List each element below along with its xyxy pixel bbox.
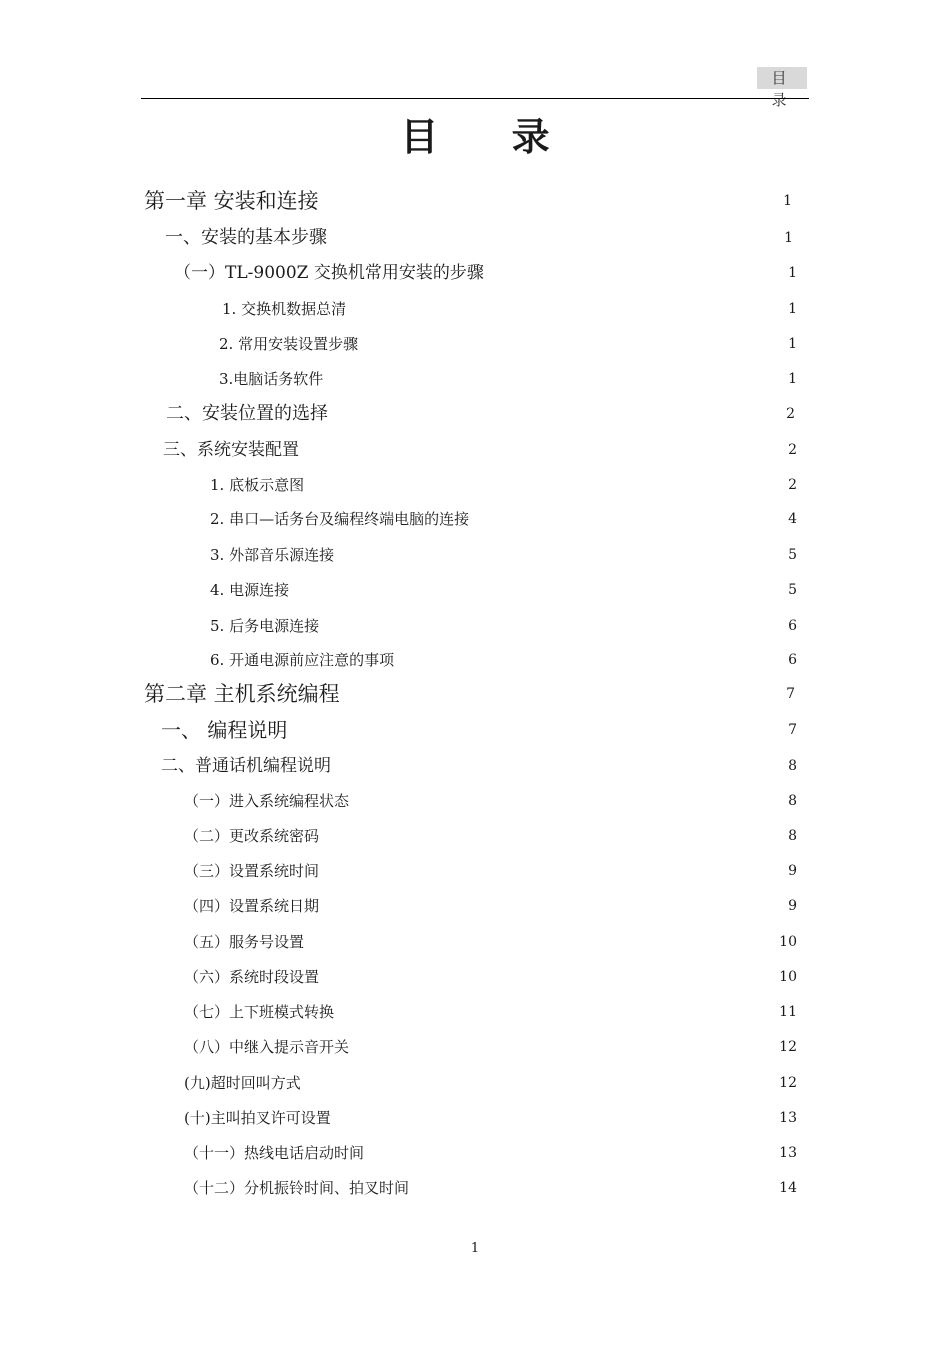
toc-entry[interactable] — [0, 927, 950, 957]
toc-page-number: 12 — [779, 1075, 797, 1091]
toc-page-number: 9 — [788, 863, 797, 879]
toc-page-number: 1 — [788, 371, 797, 387]
toc-entry[interactable] — [0, 540, 950, 570]
toc-label: 3. 外部音乐源连接 — [210, 546, 335, 564]
toc-label: （二）更改系统密码 — [184, 827, 320, 845]
toc-entry[interactable] — [0, 258, 950, 288]
toc-entry[interactable] — [0, 611, 950, 641]
toc-label: 5. 后务电源连接 — [210, 617, 320, 635]
toc-page-number: 4 — [788, 511, 797, 527]
toc-page-number: 10 — [779, 969, 797, 985]
toc-entry[interactable] — [0, 1068, 950, 1098]
toc-label: (十)主叫拍叉许可设置 — [184, 1109, 331, 1127]
toc-label: （五）服务号设置 — [184, 933, 305, 951]
toc-label: （十一）热线电话启动时间 — [184, 1144, 365, 1162]
toc-page-number: 10 — [779, 934, 797, 950]
toc-page-number: 6 — [788, 652, 797, 668]
toc-entry[interactable] — [0, 223, 950, 253]
toc-label: 第二章 主机系统编程 — [144, 682, 340, 706]
toc-entry[interactable] — [0, 399, 950, 429]
toc-page-number: 11 — [779, 1004, 797, 1020]
toc-entry[interactable] — [0, 1173, 950, 1203]
document-title: 目 录 — [400, 114, 580, 159]
toc-label: （十二）分机振铃时间、拍叉时间 — [184, 1179, 410, 1197]
toc-entry[interactable] — [0, 786, 950, 816]
toc-page-number: 6 — [788, 618, 797, 634]
toc-label: （八）中继入提示音开关 — [184, 1038, 350, 1056]
toc-page-number: 8 — [788, 828, 797, 844]
toc-label: 二、普通话机编程说明 — [161, 756, 331, 776]
toc-label: （四）设置系统日期 — [184, 897, 320, 915]
toc-page-number: 1 — [784, 230, 793, 246]
toc-entry[interactable] — [0, 294, 950, 324]
toc-page-number: 8 — [788, 758, 797, 774]
toc-label: （三）设置系统时间 — [184, 862, 320, 880]
toc-page-number: 13 — [779, 1110, 797, 1126]
toc-page-number: 2 — [786, 406, 795, 422]
toc-entry[interactable] — [0, 645, 950, 675]
toc-label: 1. 底板示意图 — [210, 476, 305, 494]
toc-label: 4. 电源连接 — [210, 581, 290, 599]
toc-entry[interactable] — [0, 470, 950, 500]
toc-entry[interactable] — [0, 821, 950, 851]
toc-page-number: 12 — [779, 1039, 797, 1055]
toc-label: 3.电脑话务软件 — [219, 370, 324, 388]
toc-entry[interactable] — [0, 962, 950, 992]
toc-entry[interactable] — [0, 575, 950, 605]
toc-label: 第一章 安装和连接 — [144, 189, 319, 213]
toc-entry[interactable] — [0, 504, 950, 534]
toc-label: 一、安装的基本步骤 — [165, 227, 327, 248]
toc-label: 一、 编程说明 — [161, 718, 288, 742]
toc-page-number: 14 — [779, 1180, 797, 1196]
toc-entry[interactable] — [0, 1103, 950, 1133]
toc-page-number: 1 — [788, 301, 797, 317]
toc-entry[interactable] — [0, 435, 950, 465]
toc-entry[interactable] — [0, 715, 950, 745]
toc-label: 1. 交换机数据总清 — [222, 300, 347, 318]
toc-label: （七）上下班模式转换 — [184, 1003, 335, 1021]
toc-page-number: 2 — [788, 477, 797, 493]
toc-label: 二、安装位置的选择 — [166, 403, 328, 424]
toc-entry[interactable] — [0, 751, 950, 781]
toc-label: （一）TL-9000Z 交换机常用安装的步骤 — [174, 263, 484, 283]
toc-entry[interactable] — [0, 997, 950, 1027]
toc-label: 6. 开通电源前应注意的事项 — [210, 651, 395, 669]
toc-page-number: 13 — [779, 1145, 797, 1161]
toc-page-number: 2 — [788, 442, 797, 458]
toc-page-number: 5 — [788, 582, 797, 598]
header-tag: 目 录 — [757, 67, 807, 89]
toc-entry[interactable] — [0, 329, 950, 359]
toc-page-number: 5 — [788, 547, 797, 563]
toc-page-number: 8 — [788, 793, 797, 809]
toc-entry[interactable] — [0, 891, 950, 921]
toc-label: 2. 常用安装设置步骤 — [219, 335, 359, 353]
toc-entry-chapter-2[interactable] — [0, 679, 950, 709]
toc-page-number: 1 — [788, 265, 797, 281]
toc-entry[interactable] — [0, 364, 950, 394]
toc-page-number: 7 — [788, 722, 797, 738]
toc-page-number: 7 — [786, 686, 795, 702]
toc-label: 2. 串口—话务台及编程终端电脑的连接 — [210, 510, 470, 528]
toc-entry[interactable] — [0, 1032, 950, 1062]
toc-label: （一）进入系统编程状态 — [184, 792, 350, 810]
toc-page-number: 1 — [788, 336, 797, 352]
toc-entry[interactable] — [0, 856, 950, 886]
toc-entry-chapter-1[interactable] — [0, 186, 950, 216]
toc-entry[interactable] — [0, 1138, 950, 1168]
toc-label: （六）系统时段设置 — [184, 968, 320, 986]
page-number: 1 — [470, 1241, 480, 1256]
toc-page-number: 9 — [788, 898, 797, 914]
toc-label: 三、系统安装配置 — [163, 440, 299, 460]
toc-label: (九)超时回叫方式 — [184, 1074, 301, 1092]
toc-page-number: 1 — [783, 193, 792, 209]
